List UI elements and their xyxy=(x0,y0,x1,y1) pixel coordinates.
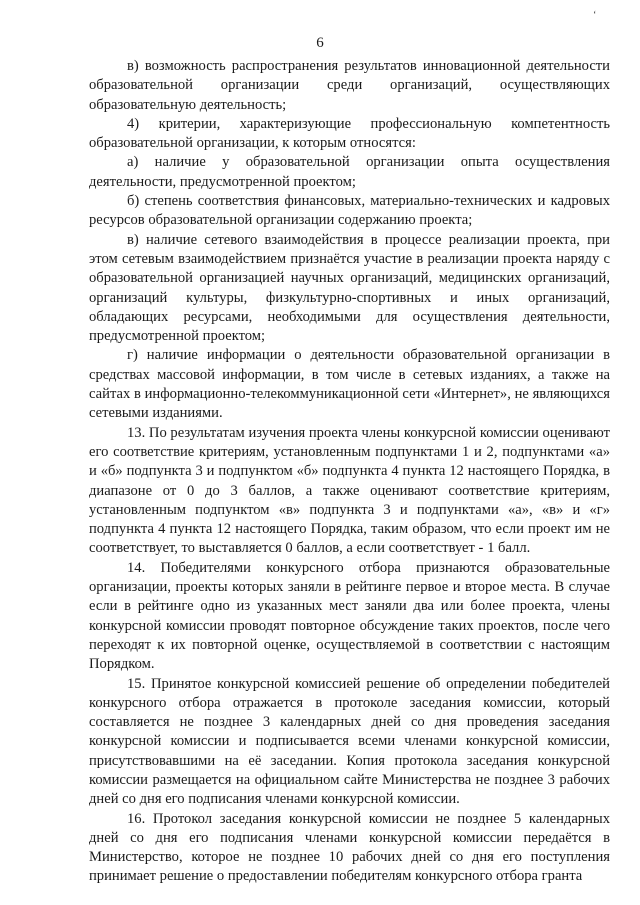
scan-corner-mark: ‘ xyxy=(593,10,597,21)
paragraph-criterion-4a: а) наличие у образовательной организации опыта осуществления деятельности, предусмотренной проектом; xyxy=(89,154,610,190)
paragraph-criterion-4g: г) наличие информации о деятельности образовательной организации в средствах массовой информации, в том числе в сетевых изданиях, а также на сайтах в информационно-телекоммуникационной сети «Интернет», не являющихся сетевыми изданиями. xyxy=(89,347,610,422)
paragraph-criterion-3v: в) возможность распространения результатов инновационной деятельности образовательной организации среди организаций, осуществляющих образовательную деятельность; xyxy=(89,58,610,113)
paragraph-item-14: 14. Победителями конкурсного отбора признаются образовательные организации, проекты которых заняли в рейтинге первое и второе места. В случае если в рейтинге одно из указанных мест заняли два или более проекта, члены конкурсной комиссии проводят повторное обсуждение таких проектов, после чего переходят к их повторной оценке, осуществляемой в соответствии с настоящим Порядком. xyxy=(89,559,610,673)
paragraph-criterion-4v: в) наличие сетевого взаимодействия в процессе реализации проекта, при этом сетевым взаимодействием признаётся участие в реализации проекта наряду с образовательной организацией научных организаций, медицинских организаций, организаций культуры, физкультурно-спортивных и иных организаций, обладающих ресурсами, необходимыми для осуществления деятельности, предусмотренной проектом; xyxy=(89,231,610,345)
paragraph-criterion-4b: б) степень соответствия финансовых, материально-технических и кадровых ресурсов образовательной организации содержанию проекта; xyxy=(89,193,610,229)
paragraph-item-13: 13. По результатам изучения проекта члены конкурсной комиссии оценивают его соответствие критериям, установленным подпунктами 1 и 2, подпунктами «а» и «б» подпункта 3 и подпунктом «б» подпункта 4 пункта 12 настоящего Порядка, в диапазоне от 0 до 3 баллов, а также оценивают соответствие критериям, установленным подпунктом «в» подпункта 3 и подпунктами «а», «в» и «г» подпункта 4 пункта 12 настоящего Порядка, таким образом, что если проект им не соответствует, то выставляется 0 баллов, а если соответствует - 1 балл. xyxy=(89,424,610,557)
paragraph-item-16: 16. Протокол заседания конкурсной комиссии не позднее 5 календарных дней со дня его подписания членами конкурсной комиссии передаётся в Министерство, которое не позднее 10 рабочих дней со дня его поступления принимает решение о предоставлении победителям конкурсного отбора гранта xyxy=(89,810,610,885)
document-body xyxy=(89,57,610,887)
page-number: 6 xyxy=(316,35,324,51)
paragraph-item-15: 15. Принятое конкурсной комиссией решение об определении победителей конкурсного отбора отражается в протоколе заседания комиссии, который составляется не позднее 3 календарных дней со дня проведения заседания конкурсной комиссии и подписывается всеми членами конкурсной комиссии, присутствовавшими на её заседании. Копия протокола заседания конкурсной комиссии размещается на официальном сайте Министерства не позднее 3 рабочих дней со дня его подписания членами конкурсной комиссии. xyxy=(89,675,610,808)
paragraph-criteria-4-intro: 4) критерии, характеризующие профессиональную компетентность образовательной организации, к которым относятся: xyxy=(89,115,610,152)
